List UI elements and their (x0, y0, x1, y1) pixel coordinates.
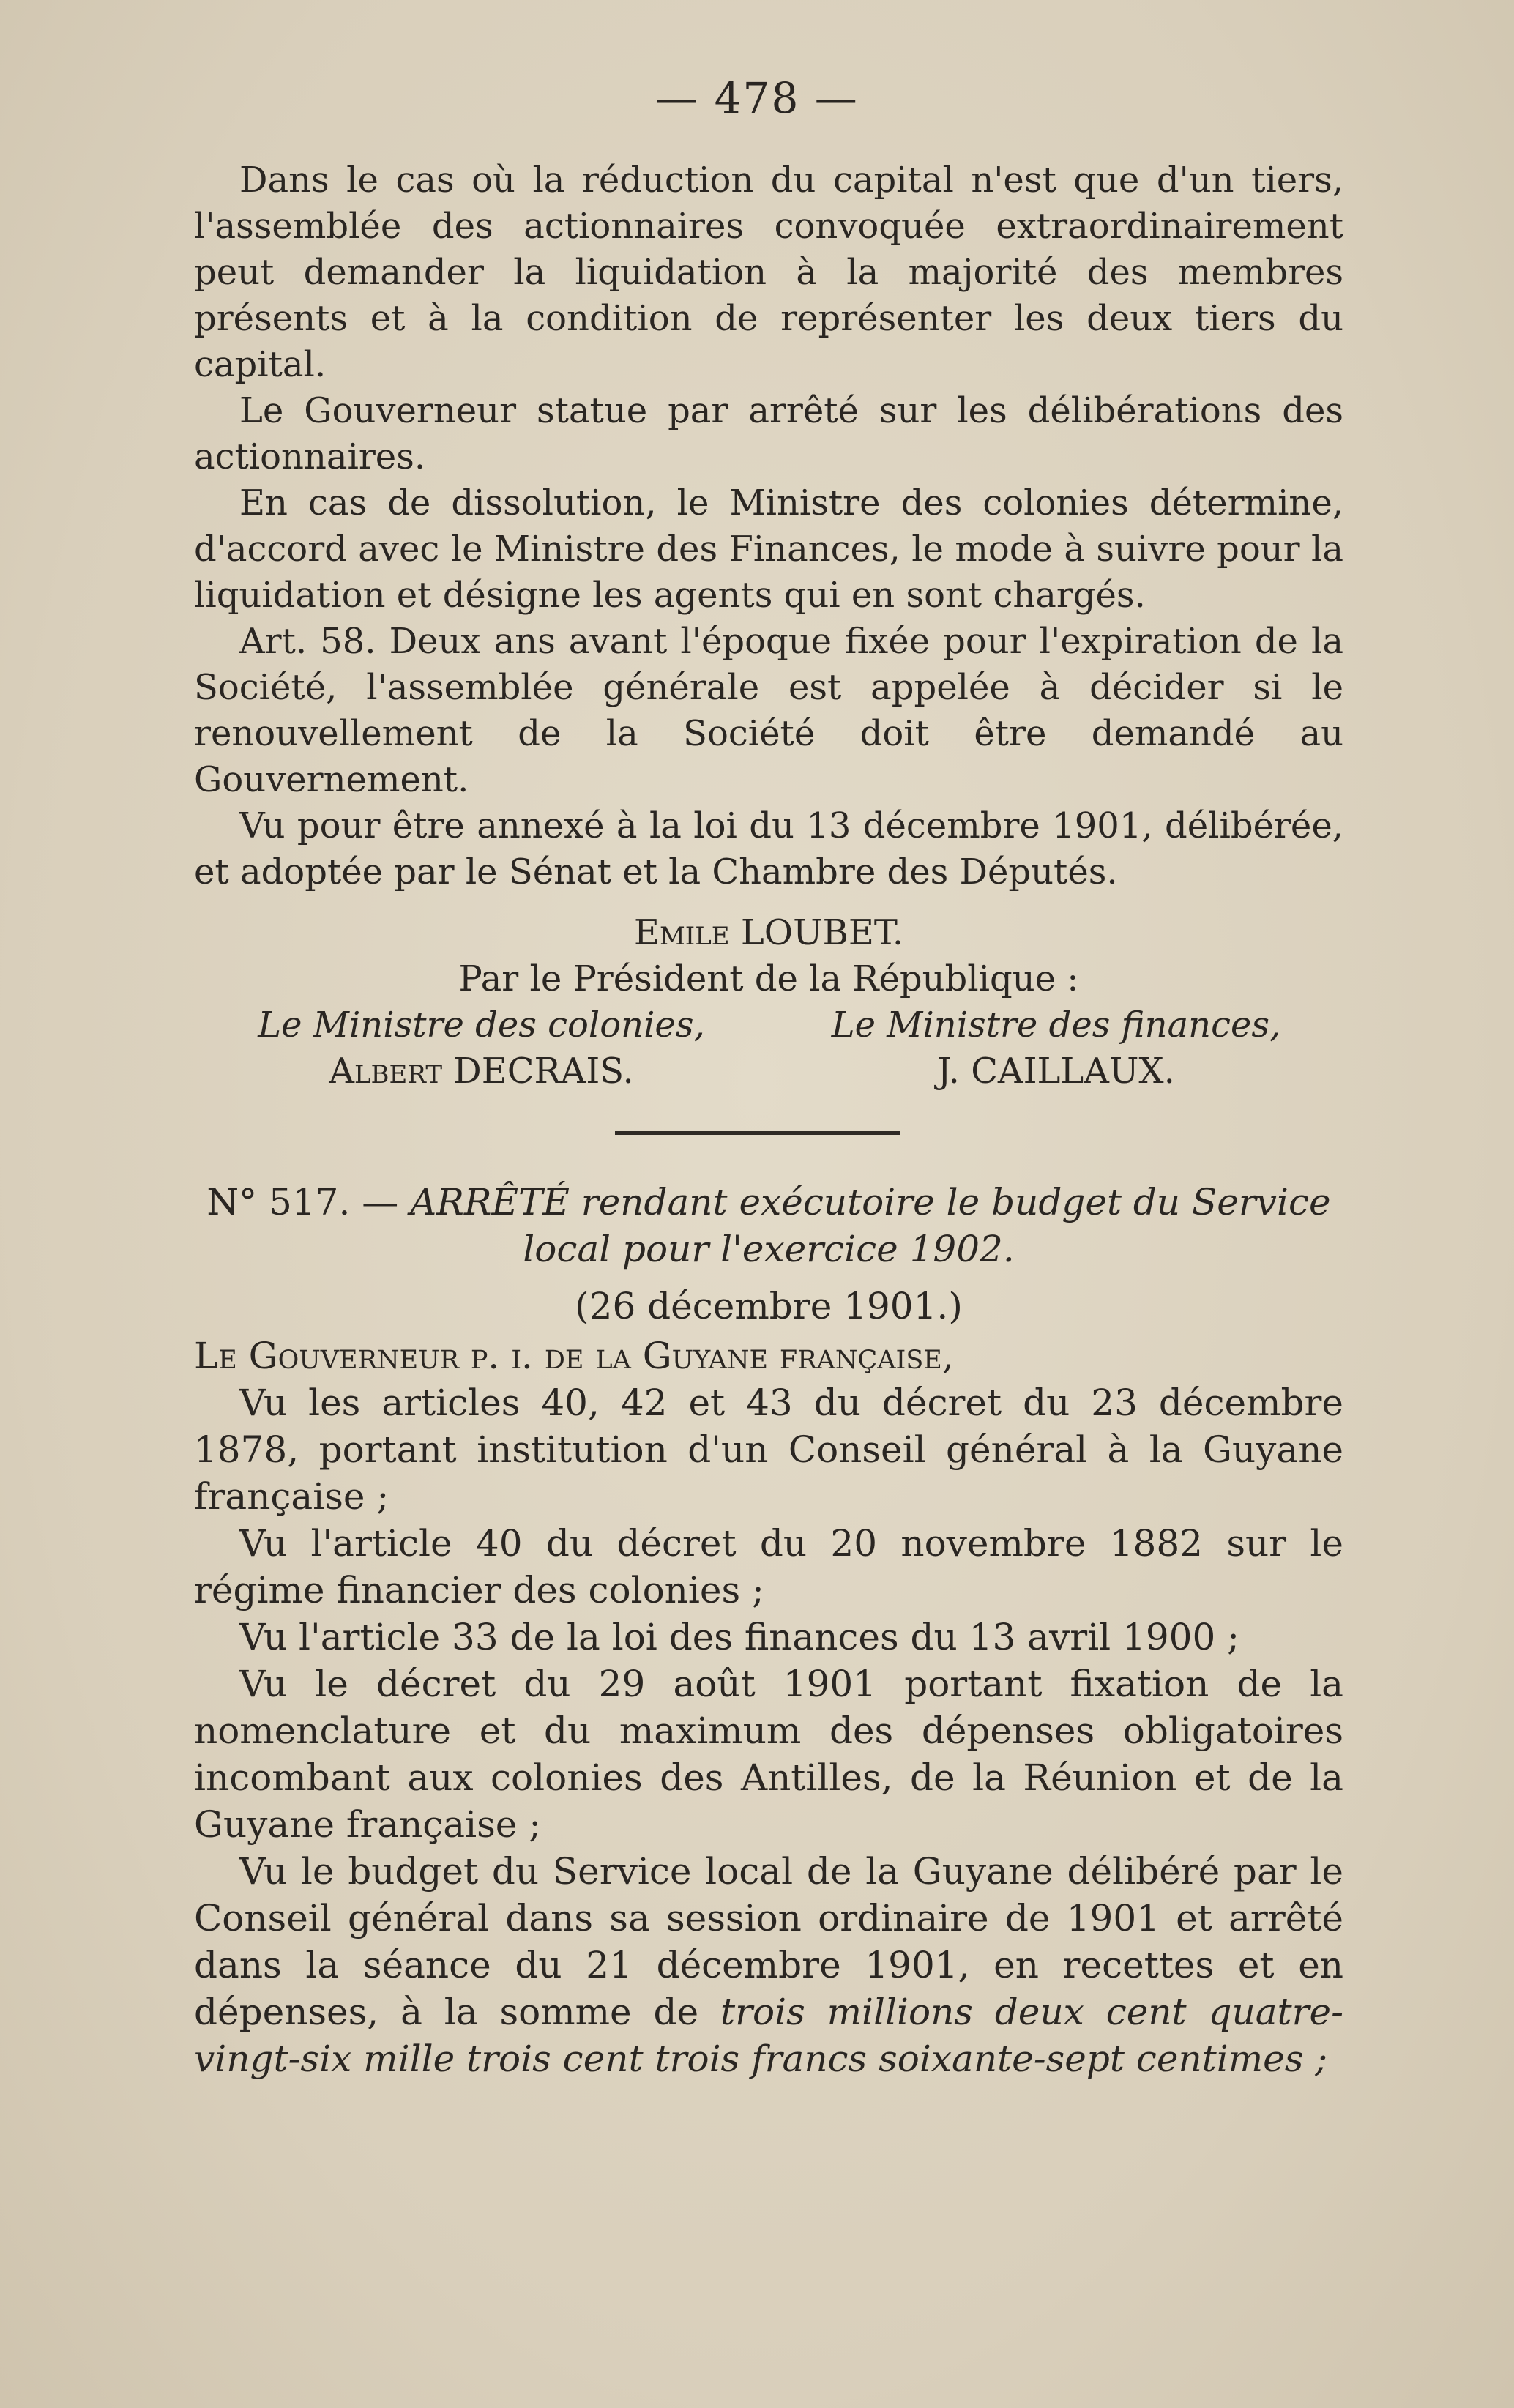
statute-text (194, 157, 1343, 1095)
vu-clause-budget-text: Vu le budget du Service local de la Guyane délibéré par le Conseil général dans sa session ordinaire de 1901 et arrêté dans la séance du 21 décembre 1901, en recettes et en dépenses, à la somme de (194, 1850, 1343, 2033)
vu-clause: Vu les articles 40, 42 et 43 du décret du 23 décembre 1878, portant institution d'un Conseil général à la Guyane française ; (194, 1382, 1343, 1518)
minister-colonies-name: Albert DECRAIS. (329, 1051, 634, 1092)
paragraph-vu: Vu pour être annexé à la loi du 13 décembre 1901, délibérée, et adoptée par le Sénat et la Chambre des Députés. (194, 805, 1343, 892)
paragraph: Dans le cas où la réduction du capital n'est que d'un tiers, l'assemblée des actionnaires convoquée extraordinairement peut demander la liquidation à la majorité des membres présents et à la condition de représenter les deux tiers du capital. (194, 160, 1343, 385)
decree-517 (194, 1179, 1343, 2082)
minister-finances-title: Le Ministre des finances, (831, 1004, 1281, 1045)
by-president-line: Par le Président de la République : (458, 958, 1079, 999)
president-signature: Emile LOUBET. (633, 912, 904, 953)
paragraph: En cas de dissolution, le Ministre des colonies détermine, d'accord avec le Ministre des Finances, le mode à suivre pour la liquidation et désigne les agents qui en sont chargés. (194, 482, 1343, 616)
section-divider (615, 1131, 900, 1135)
minister-colonies (194, 1002, 769, 1095)
minister-signatures (194, 1002, 1343, 1095)
decree-authority: Le Gouverneur p. i. de la Guyane française, (194, 1335, 954, 1377)
vu-clause: Vu l'article 33 de la loi des finances du 13 avril 1900 ; (239, 1616, 1239, 1658)
page-number: — 478 — (655, 73, 859, 123)
vu-clause: Vu l'article 40 du décret du 20 novembre 1882 sur le régime financier des colonies ; (194, 1522, 1343, 1611)
decree-title: ARRÊTÉ rendant exécutoire le budget du Service local pour l'exercice 1902. (410, 1181, 1331, 1270)
minister-colonies-title: Le Ministre des colonies, (258, 1004, 705, 1045)
decree-number: N° 517. — (206, 1181, 399, 1223)
paragraph-art-58: Art. 58. Deux ans avant l'époque fixée pour l'expiration de la Société, l'assemblée générale est appelée à décider si le renouvellement de la Société doit être demandé au Gouvernement. (194, 621, 1343, 800)
decree-date: (26 décembre 1901.) (575, 1285, 963, 1327)
paragraph: Le Gouverneur statue par arrêté sur les délibérations des actionnaires. (194, 390, 1343, 477)
vu-clause-budget (194, 1848, 1343, 2082)
minister-finances-name: J. CAILLAUX. (937, 1051, 1175, 1092)
budget-amount-words: trois millions deux cent quatre-vingt-six mille trois cent trois francs soixante-sept centimes ; (194, 1991, 1343, 2080)
decree-heading (194, 1179, 1343, 1272)
vu-clause: Vu le décret du 29 août 1901 portant fixation de la nomenclature et du maximum des dépenses obligatoires incombant aux colonies des Antilles, de la Réunion et de la Guyane française ; (194, 1663, 1343, 1846)
minister-finances (769, 1002, 1343, 1095)
